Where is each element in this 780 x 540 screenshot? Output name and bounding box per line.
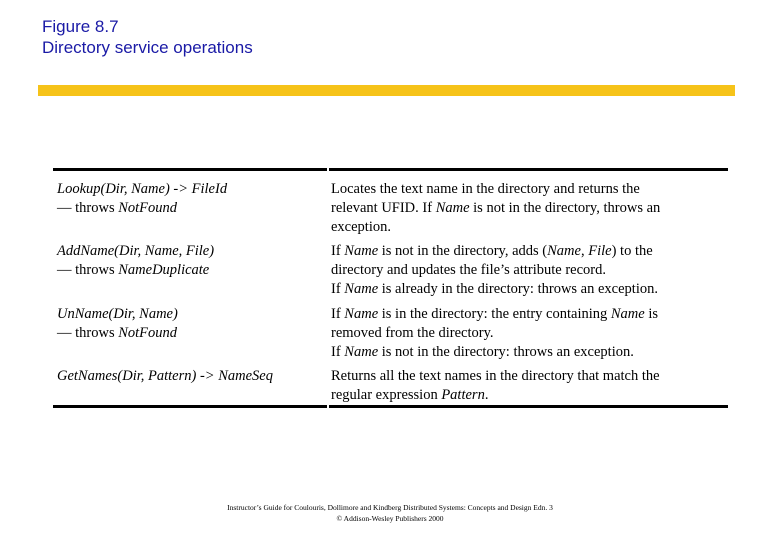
description-text: is in the directory: the entry containing xyxy=(378,306,611,322)
exception-name: NameDuplicate xyxy=(118,262,210,278)
description-text: is not in the directory, adds ( xyxy=(378,243,548,259)
description-text: . xyxy=(484,387,489,403)
description-cell-unname xyxy=(331,305,729,362)
description-line xyxy=(331,242,729,261)
description-cell-addname xyxy=(331,242,729,299)
description-text: is already in the directory: throws an exception. xyxy=(378,281,658,297)
description-line xyxy=(331,261,729,280)
operation-throws xyxy=(57,199,325,218)
operation-signature: Lookup(Dir, Name) -> FileId xyxy=(57,181,228,197)
description-text: directory and updates the file’s attribute record. xyxy=(331,262,606,278)
table-top-rule-right xyxy=(329,168,728,171)
italic-term: Name xyxy=(344,306,379,322)
figure-caption: Directory service operations xyxy=(42,38,253,57)
table-bottom-rule-left xyxy=(53,405,327,408)
description-text: If xyxy=(331,344,345,360)
description-text: is not in the directory, throws an xyxy=(469,200,661,216)
italic-term: Name xyxy=(610,306,645,322)
italic-term: Name xyxy=(547,243,581,259)
operation-signature: AddName(Dir, Name, File) xyxy=(57,243,215,259)
accent-bar xyxy=(38,85,735,96)
description-line xyxy=(331,218,729,237)
operation-throws xyxy=(57,261,325,280)
description-text: Locates the text name in the directory and returns the xyxy=(331,181,640,197)
description-text: If xyxy=(331,243,345,259)
description-line xyxy=(331,280,729,299)
description-text: regular expression xyxy=(331,387,442,403)
table-top-rule-left xyxy=(53,168,327,171)
italic-term: Name xyxy=(344,344,379,360)
description-text: relevant UFID. If xyxy=(331,200,436,216)
description-line xyxy=(331,367,729,386)
description-line xyxy=(331,305,729,324)
description-line xyxy=(331,386,729,405)
italic-term: Name xyxy=(435,200,470,216)
description-text: removed from the directory. xyxy=(331,325,494,341)
description-text: ) to the xyxy=(611,243,653,259)
operation-cell-addname xyxy=(57,242,325,280)
figure-number: Figure 8.7 xyxy=(42,17,119,36)
throws-prefix: — throws xyxy=(57,262,119,278)
table-bottom-rule-right xyxy=(329,405,728,408)
description-text: , xyxy=(580,243,589,259)
operation-throws xyxy=(57,324,325,343)
italic-term: Name xyxy=(344,281,379,297)
operation-cell-lookup xyxy=(57,180,325,218)
footer-copyright: © Addison-Wesley Publishers 2000 xyxy=(336,514,444,523)
operation-signature: GetNames(Dir, Pattern) -> NameSeq xyxy=(57,368,273,384)
description-line xyxy=(331,180,729,199)
operation-cell-getnames xyxy=(57,367,325,386)
description-cell-lookup xyxy=(331,180,729,237)
throws-prefix: — throws xyxy=(57,200,119,216)
italic-term: File xyxy=(588,243,612,259)
description-text: If xyxy=(331,306,345,322)
description-line xyxy=(331,343,729,362)
slide-title xyxy=(42,16,253,58)
description-text: is not in the directory: throws an exception. xyxy=(378,344,634,360)
footer-credit: Instructor’s Guide for Coulouris, Dollimore and Kindberg Distributed Systems: Concepts and Design Edn. 3 xyxy=(227,503,553,512)
italic-term: Name xyxy=(344,243,379,259)
description-text: is xyxy=(644,306,659,322)
description-text: If xyxy=(331,281,345,297)
operation-cell-unname xyxy=(57,305,325,343)
description-line xyxy=(331,324,729,343)
operation-signature: UnName(Dir, Name) xyxy=(57,306,178,322)
exception-name: NotFound xyxy=(118,325,178,341)
exception-name: NotFound xyxy=(118,200,178,216)
description-text: exception. xyxy=(331,219,391,235)
description-line xyxy=(331,199,729,218)
description-text: Returns all the text names in the directory that match the xyxy=(331,368,660,384)
slide-footer xyxy=(0,502,780,524)
italic-term: Pattern xyxy=(441,387,485,403)
description-cell-getnames xyxy=(331,367,729,405)
throws-prefix: — throws xyxy=(57,325,119,341)
